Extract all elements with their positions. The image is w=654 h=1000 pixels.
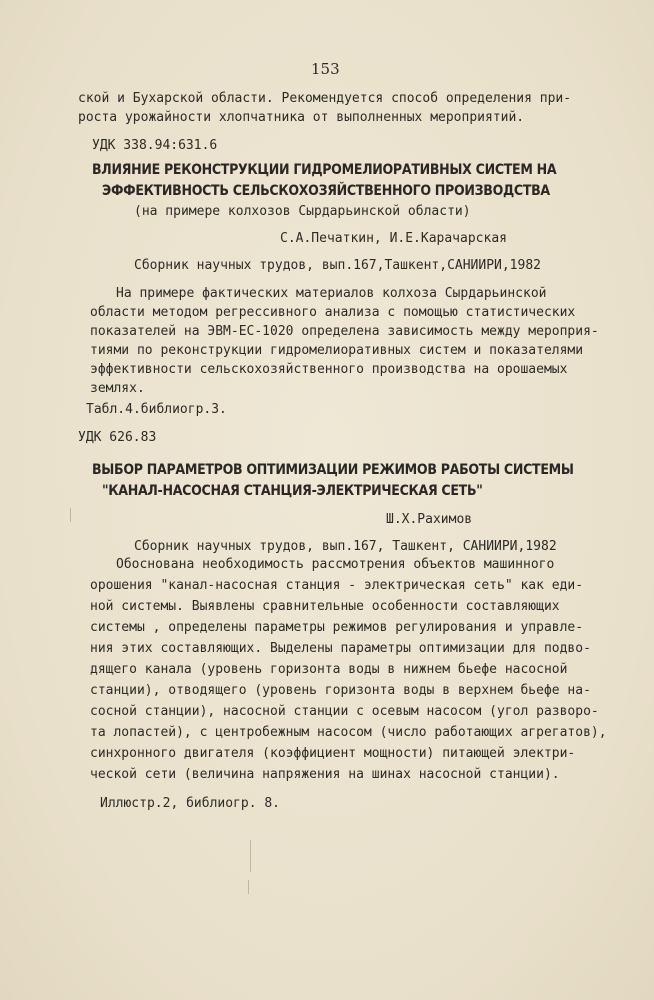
article1-footer: Табл.4.библиогр.3. <box>86 402 227 417</box>
article1-source: Сборник научных трудов, вып.167,Ташкент,САНИИРИ,1982 <box>134 258 541 273</box>
article2-abstract-line-6: дящего канала (уровень горизонта воды в нижнем бьефе насосной <box>90 662 568 677</box>
article2-abstract-line-8: сосной станции), насосной станции с осевым насосом (угол разворо- <box>90 704 599 719</box>
intro-line-2: роста урожайности хлопчатника от выполненных мероприятий. <box>78 110 525 125</box>
article1-abstract-line-3: показателей на ЭВМ-ЕС-1020 определена зависимость между мероприя- <box>90 324 599 339</box>
article1-abstract-line-6: землях. <box>90 381 145 396</box>
scan-mark <box>248 880 249 894</box>
article1-abstract-line-2: области методом регрессивного анализа с помощью статистических <box>90 305 576 320</box>
article2-abstract-line-4: системы , определены параметры режимов регулирования и управле- <box>90 620 584 635</box>
article1-abstract-line-1: На примере фактических материалов колхоза Сырдарьинской <box>116 286 547 301</box>
article2-authors: Ш.Х.Рахимов <box>386 512 473 527</box>
article2-source: Сборник научных трудов, вып.167, Ташкент, САНИИРИ,1982 <box>134 539 557 554</box>
article2-abstract-line-10: синхронного двигателя (коэффициент мощности) питающей электри- <box>90 746 576 761</box>
article2-udk: УДК 626.83 <box>78 430 157 445</box>
article1-subtitle: (на примере колхозов Сырдарьинской области) <box>134 204 471 219</box>
article1-title-line-2: ЭФФЕКТИВНОСТЬ СЕЛЬСКОХОЗЯЙСТВЕННОГО ПРОИЗВОДСТВА <box>102 183 550 199</box>
article2-abstract-line-7: станции), отводящего (уровень горизонта воды в верхнем бьефе на- <box>90 683 591 698</box>
scan-mark <box>70 508 71 522</box>
article2-abstract-line-11: ческой сети (величина напряжения на шинах насосной станции). <box>90 767 560 782</box>
intro-line-1: ской и Бухарской области. Рекомендуется способ определения при- <box>78 91 572 106</box>
scan-mark <box>250 840 251 872</box>
article1-authors: С.А.Печаткин, И.Е.Карачарская <box>280 231 507 246</box>
article2-title-line-2: "КАНАЛ-НАСОСНАЯ СТАНЦИЯ-ЭЛЕКТРИЧЕСКАЯ СЕТЬ" <box>102 483 483 499</box>
article2-abstract-line-3: ной системы. Выявлены сравнительные особенности составляющих <box>90 599 560 614</box>
page-number: 153 <box>311 60 340 78</box>
article1-udk: УДК 338.94:631.6 <box>92 138 218 153</box>
article2-abstract-line-9: та лопастей), с центробежным насосом (число работающих агрегатов), <box>90 725 607 740</box>
article1-abstract-line-4: тиями по реконструкции гидромелиоративных систем и показателями <box>90 343 584 358</box>
article2-abstract-line-1: Обоснована необходимость рассмотрения объектов машинного <box>116 557 555 572</box>
article1-abstract-line-5: эффективности сельскохозяйственного производства на орошаемых <box>90 362 568 377</box>
article2-abstract-line-5: ния этих составляющих. Выделены параметры оптимизации для подво- <box>90 641 591 656</box>
article2-footer: Иллюстр.2, библиогр. 8. <box>100 796 281 811</box>
article2-title-line-1: ВЫБОР ПАРАМЕТРОВ ОПТИМИЗАЦИИ РЕЖИМОВ РАБОТЫ СИСТЕМЫ <box>92 462 574 478</box>
article2-abstract-line-2: орошения "канал-насосная станция - электрическая сеть" как еди- <box>90 578 584 593</box>
article1-title-line-1: ВЛИЯНИЕ РЕКОНСТРУКЦИИ ГИДРОМЕЛИОРАТИВНЫХ СИСТЕМ НА <box>92 162 557 178</box>
